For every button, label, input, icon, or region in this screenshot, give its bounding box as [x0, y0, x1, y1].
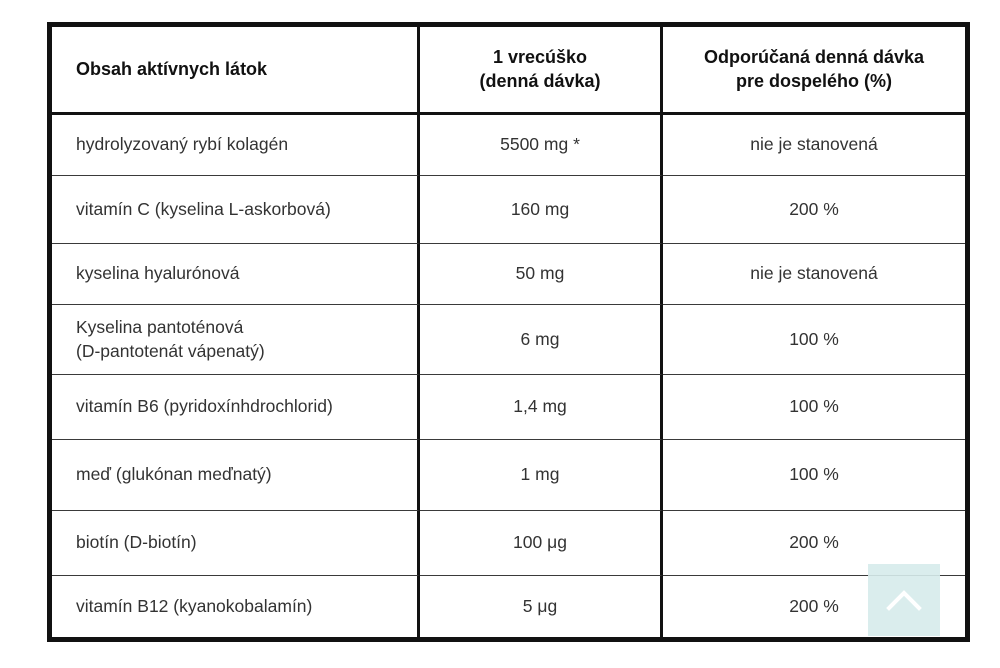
table-row-amount — [420, 440, 663, 511]
table-row-amount — [420, 115, 663, 176]
table-row-amount — [420, 511, 663, 576]
header-label-line: (denná dávka) — [479, 70, 601, 91]
cell-text: 100 % — [789, 464, 839, 485]
table-row-name — [52, 375, 420, 440]
cell-text: 5 μg — [522, 595, 558, 616]
cell-text: 200 % — [789, 198, 839, 219]
table-row-amount — [420, 176, 663, 244]
table-row-amount — [420, 375, 663, 440]
table-row-rda — [663, 440, 965, 511]
header-cell-substance — [52, 27, 420, 115]
cell-text: 100 % — [789, 396, 839, 417]
table-row-name — [52, 176, 420, 244]
cell-text-line: Kyselina pantoténová — [76, 316, 244, 337]
table-row-rda — [663, 305, 965, 375]
cell-text-line: (D-pantotenát vápenatý) — [76, 340, 265, 361]
cell-text: 1,4 mg — [513, 396, 567, 417]
header-label-line: pre dospelého (%) — [735, 70, 892, 91]
header-label-line: Odporúčaná denná dávka — [703, 47, 925, 68]
nutrition-table — [47, 22, 970, 642]
chevron-up-icon — [886, 589, 922, 611]
cell-text: vitamín B6 (pyridoxínhdrochlorid) — [76, 396, 333, 417]
cell-text: meď (glukónan meďnatý) — [76, 464, 272, 485]
cell-text: biotín (D-biotín) — [76, 532, 197, 553]
cell-text: nie je stanovená — [750, 263, 878, 284]
scroll-to-top-button[interactable] — [868, 564, 940, 636]
table-row-amount — [420, 244, 663, 305]
cell-text: 160 mg — [510, 198, 570, 219]
cell-text: 200 % — [789, 532, 839, 553]
cell-text: nie je stanovená — [750, 134, 878, 155]
table-row-amount — [420, 305, 663, 375]
cell-text: vitamín C (kyselina L-askorbová) — [76, 198, 331, 219]
table-row-rda — [663, 244, 965, 305]
cell-text: 5500 mg * — [500, 134, 580, 155]
table-row-rda — [663, 375, 965, 440]
cell-text: 50 mg — [515, 263, 565, 284]
cell-text: hydrolyzovaný rybí kolagén — [76, 134, 289, 155]
cell-text: 200 % — [789, 595, 839, 616]
header-label: Obsah aktívnych látok — [76, 58, 268, 79]
table-row-rda — [663, 115, 965, 176]
cell-text: 6 mg — [520, 328, 560, 349]
header-cell-dose — [420, 27, 663, 115]
table-row-name — [52, 440, 420, 511]
cell-text: 1 mg — [520, 464, 560, 485]
table-row-name — [52, 576, 420, 637]
table-row-name — [52, 244, 420, 305]
table-row-rda — [663, 176, 965, 244]
table-row-amount — [420, 576, 663, 637]
header-cell-rda — [663, 27, 965, 115]
cell-text: 100 μg — [513, 532, 567, 553]
table-row-name — [52, 305, 420, 375]
cell-text: kyselina hyalurónová — [76, 263, 240, 284]
table-row-name — [52, 115, 420, 176]
cell-text: vitamín B12 (kyanokobalamín) — [76, 595, 313, 616]
header-label-line: 1 vrecúško — [492, 47, 588, 68]
cell-text: 100 % — [789, 328, 839, 349]
table-row-name — [52, 511, 420, 576]
